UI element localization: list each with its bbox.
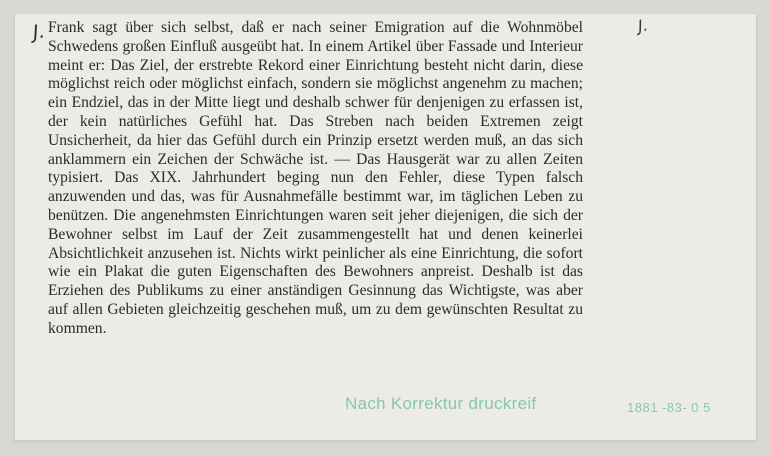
paper-clipping — [15, 14, 756, 441]
handwritten-marker-right: J. — [636, 15, 650, 36]
body-paragraph: Frank sagt über sich selbst, daß er nach seiner Emigration auf die Wohnmöbel Schwedens großen Einfluß ausgeübt hat. In einem Artikel über Fassade und Interieur meint er: Das Ziel, der erstrebte Rekord einer Einrichtung besteht nicht darin, diese möglichst reich oder möglichst einfach, sondern sie möglichst angenehm zu machen; ein Endziel, das in der Mitte liegt und deshalb schwer für denjenigen zu erfassen ist, der kein natürliches Gefühl hat. Das Streben nach beiden Extremen zeigt Unsicherheit, da hier das Gefühl durch ein Prinzip ersetzt werden muß, an das sich anklammern ein Zeichen der Schwäche ist. — Das Hausgerät war zu allen Zeiten typisiert. Das XIX. Jahrhundert beging nun den Fehler, diese Typen falsch anzuwenden und das, was für Ausnahmefälle bestimmt war, im täglichen Leben zu benützen. Die angenehmsten Einrichtungen waren seit jeher diejenigen, die sich der Bewohner selbst im Lauf der Zeit zusammengestellt hat und denen keinerlei Absichtlichkeit anzusehen ist. Nichts wirkt peinlicher als eine Einrichtung, die sofort wie ein Plakat die guten Eigenschaften des Bewohners anpreist. Deshalb ist das Erziehen des Publikums zu einer anständigen Gesinnung das Wichtigste, was aber auf allen Gebieten gleichzeitig geschehen muß, um zu dem gewünschten Resultat zu kommen. — [48, 19, 583, 337]
stamp-date-code: 1881 -83- 0 5 — [627, 400, 711, 415]
handwritten-marker-left: J. — [31, 20, 47, 44]
proof-approval-stamp: Nach Korrektur druckreif — [345, 394, 537, 413]
